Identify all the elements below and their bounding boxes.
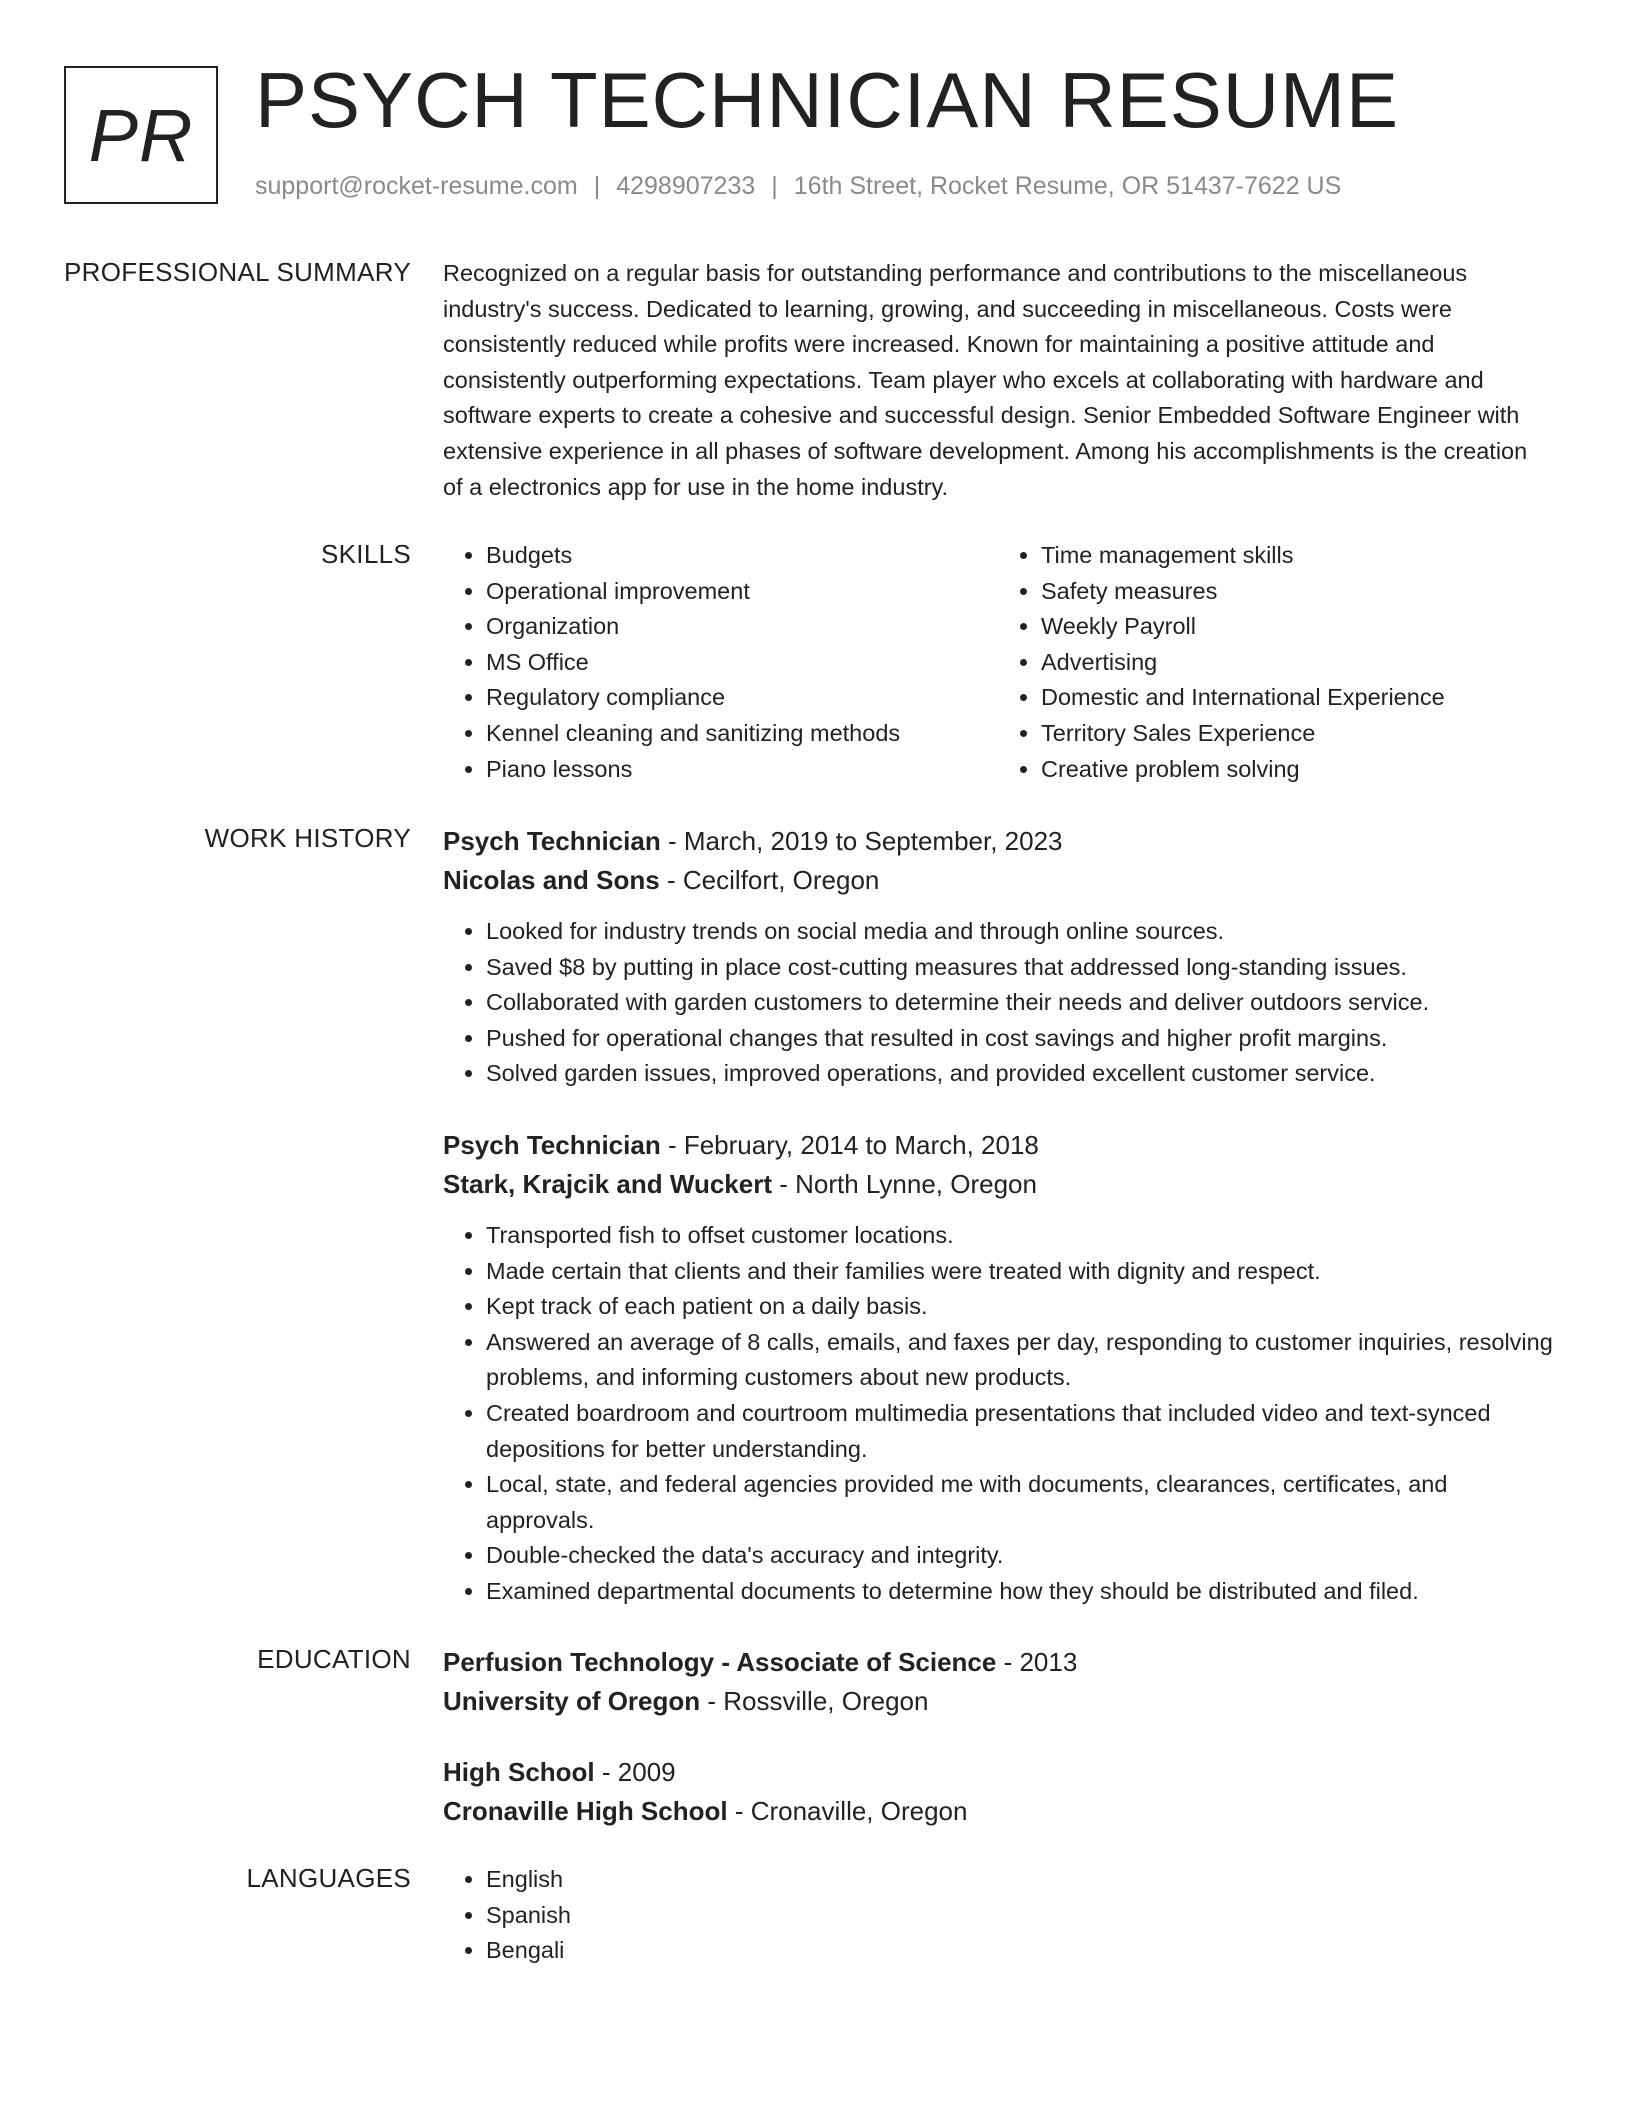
monogram-initials: PR <box>88 93 194 177</box>
job-bullet: • Local, state, and federal agencies provided me with documents, clearances, certificates, and approvals. <box>486 1467 1553 1538</box>
skill-item: • Safety measures <box>1041 574 1553 610</box>
job-bullet: • Answered an average of 8 calls, emails, and faxes per day, responding to customer inquiries, resolving problems, and informing customers about new products. <box>486 1325 1553 1396</box>
skill-item: • Organization <box>486 609 998 645</box>
job-company-line <box>443 861 1553 900</box>
skills-list-left <box>443 538 998 787</box>
section-label-summary: PROFESSIONAL SUMMARY <box>64 257 411 287</box>
resume-title: PSYCH TECHNICIAN RESUME <box>255 56 1400 144</box>
work-history-content <box>443 822 1553 1610</box>
skill-item: • Budgets <box>486 538 998 574</box>
section-label-work-history: WORK HISTORY <box>204 823 411 853</box>
education-school-line <box>443 1682 1553 1721</box>
skill-item: • Domestic and International Experience <box>1041 680 1553 716</box>
summary-text: Recognized on a regular basis for outstanding performance and contributions to the miscellaneous industry's success. Dedicated to learning, growing, and succeeding in miscellaneous. Costs were consistently reduced while profits were increased. Known for maintaining a positive attitude and consistently outperforming expectations. Team player who excels at collaborating with hardware and software experts to create a cohesive and successful design. Senior Embedded Software Engineer with extensive experience in all phases of software development. Among his accomplishments is the creation of a electronics app for use in the home industry. <box>443 260 1528 500</box>
section-label-languages: LANGUAGES <box>246 1863 411 1893</box>
education-year: - 2009 <box>594 1757 676 1787</box>
summary-content <box>443 256 1553 505</box>
education-location: - Cronaville, Oregon <box>727 1796 968 1826</box>
language-item: • Spanish <box>486 1898 1553 1934</box>
job-title: Psych Technician <box>443 1129 661 1160</box>
education-entry <box>443 1753 1553 1831</box>
skill-item: • Regulatory compliance <box>486 680 998 716</box>
job-dates: - March, 2019 to September, 2023 <box>660 826 1063 856</box>
job-bullet: • Made certain that clients and their families were treated with dignity and respect. <box>486 1254 1553 1290</box>
contact-separator: | <box>771 172 778 200</box>
education-year: - 2013 <box>996 1647 1078 1677</box>
job-bullet: • Kept track of each patient on a daily basis. <box>486 1289 1553 1325</box>
skill-item: • Creative problem solving <box>1041 752 1553 788</box>
education-degree-line <box>443 1643 1553 1682</box>
job-bullet: • Double-checked the data's accuracy and integrity. <box>486 1538 1553 1574</box>
job-title-line <box>443 1126 1553 1165</box>
job-bullet: • Solved garden issues, improved operations, and provided excellent customer service. <box>486 1056 1553 1092</box>
job-location: - North Lynne, Oregon <box>772 1168 1037 1199</box>
job-bullet: • Transported fish to offset customer locations. <box>486 1218 1553 1254</box>
job-bullet: • Looked for industry trends on social media and through online sources. <box>486 914 1553 950</box>
education-location: - Rossville, Oregon <box>700 1686 929 1716</box>
education-degree: High School <box>443 1757 595 1787</box>
contact-phone[interactable]: 4298907233 <box>616 172 756 200</box>
job-company-line <box>443 1165 1553 1204</box>
language-item: • Bengali <box>486 1933 1553 1969</box>
job-bullet: • Saved $8 by putting in place cost-cutting measures that addressed long-standing issues. <box>486 950 1553 986</box>
job-company: Nicolas and Sons <box>443 865 660 895</box>
skill-item: • Time management skills <box>1041 538 1553 574</box>
contact-email[interactable]: support@rocket-resume.com <box>255 172 578 200</box>
job-bullet: • Examined departmental documents to determine how they should be distributed and filed. <box>486 1574 1553 1610</box>
contact-line <box>255 172 1341 201</box>
education-content <box>443 1643 1553 1831</box>
languages-content <box>443 1862 1553 1969</box>
job-entry <box>443 1126 1553 1610</box>
education-entry <box>443 1643 1553 1721</box>
section-label-education: EDUCATION <box>257 1644 411 1674</box>
education-degree-line <box>443 1753 1553 1792</box>
job-entry <box>443 822 1553 1092</box>
job-bullet: • Pushed for operational changes that resulted in cost savings and higher profit margins. <box>486 1021 1553 1057</box>
job-bullet: • Created boardroom and courtroom multimedia presentations that included video and text-synced depositions for better understanding. <box>486 1396 1553 1467</box>
job-bullet: • Collaborated with garden customers to determine their needs and deliver outdoors service. <box>486 985 1553 1021</box>
skill-item: • MS Office <box>486 645 998 681</box>
section-label-skills: SKILLS <box>321 539 411 569</box>
monogram-box <box>64 66 218 204</box>
languages-list <box>443 1862 1553 1969</box>
skill-item: • Kennel cleaning and sanitizing methods <box>486 716 998 752</box>
job-company: Stark, Krajcik and Wuckert <box>443 1168 772 1199</box>
skill-item: • Piano lessons <box>486 752 998 788</box>
job-bullets <box>443 1218 1553 1610</box>
skill-item: • Territory Sales Experience <box>1041 716 1553 752</box>
education-school-line <box>443 1792 1553 1831</box>
contact-separator: | <box>593 172 601 200</box>
contact-address: 16th Street, Rocket Resume, OR 51437-7622 US <box>793 172 1342 200</box>
job-bullets <box>443 914 1553 1092</box>
skill-item: • Advertising <box>1041 645 1553 681</box>
job-location: - Cecilfort, Oregon <box>659 865 880 895</box>
skill-item: • Weekly Payroll <box>1041 609 1553 645</box>
skills-content <box>443 538 1553 787</box>
job-title-line <box>443 822 1553 861</box>
language-item: • English <box>486 1862 1553 1898</box>
job-dates: - February, 2014 to March, 2018 <box>660 1129 1039 1160</box>
job-title: Psych Technician <box>443 826 661 856</box>
education-school: Cronaville High School <box>443 1796 728 1826</box>
skill-item: • Operational improvement <box>486 574 998 610</box>
education-degree: Perfusion Technology - Associate of Science <box>443 1647 997 1677</box>
education-school: University of Oregon <box>443 1686 701 1716</box>
skills-list-right <box>998 538 1553 787</box>
